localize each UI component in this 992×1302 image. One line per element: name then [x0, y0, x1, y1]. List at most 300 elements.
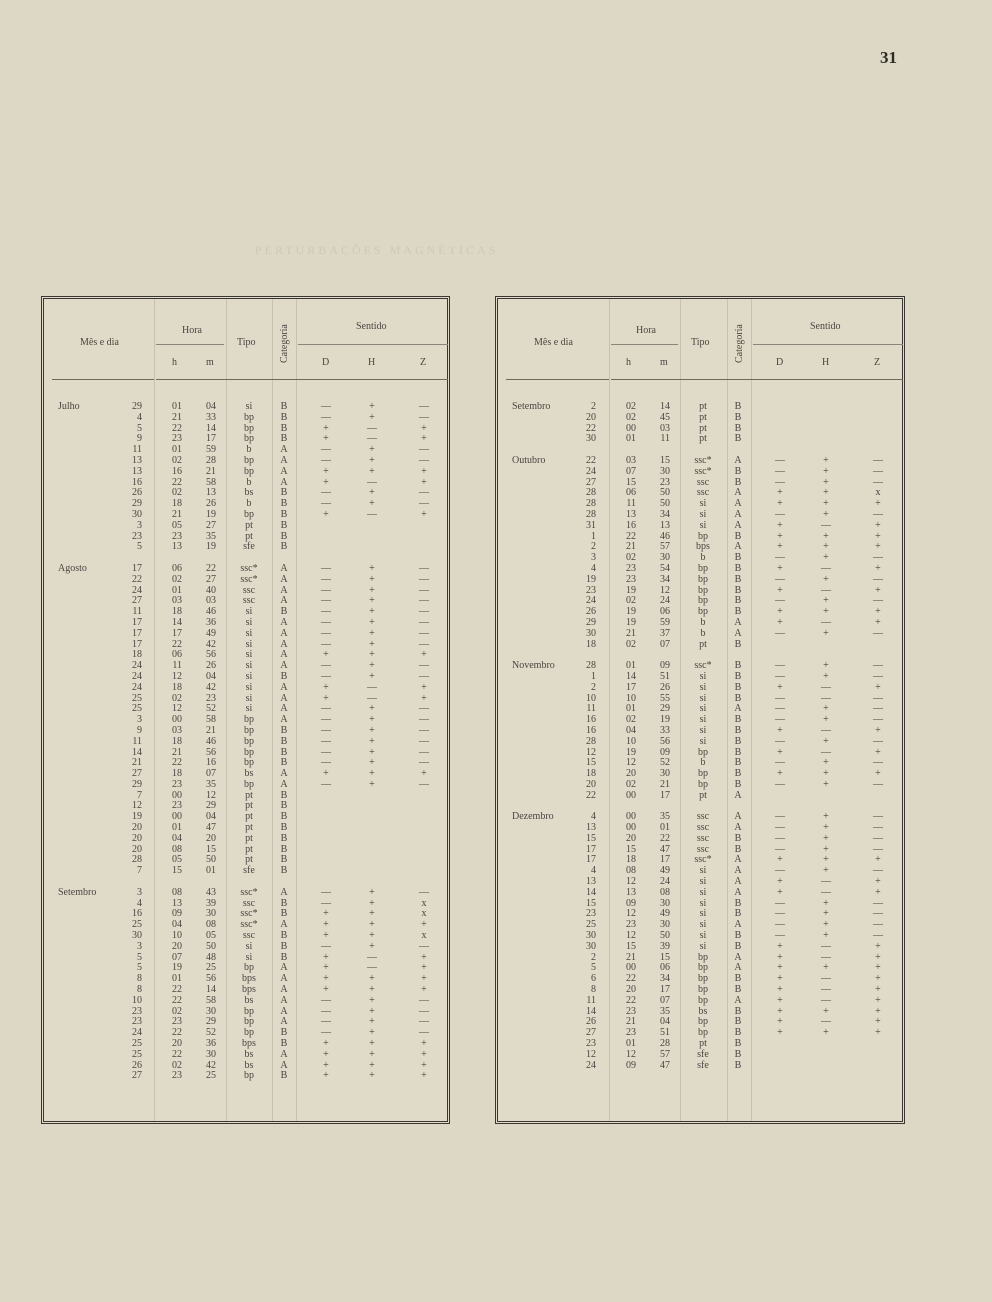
cell-categoria: B [280, 670, 288, 682]
cell-tipo: pt [245, 789, 253, 801]
cell-sentido-d: — [321, 660, 331, 672]
cell-minute: 01 [660, 822, 670, 834]
cell-minute: 30 [660, 552, 670, 564]
cell-day: 4 [591, 865, 596, 877]
cell-tipo: bp [244, 1070, 254, 1082]
cell-sentido-d: + [777, 1005, 783, 1017]
cell-sentido-h: — [821, 886, 831, 898]
cell-minute: 15 [206, 843, 216, 855]
cell-sentido-h: + [369, 746, 375, 758]
cell-minute: 30 [206, 908, 216, 920]
cell-day: 19 [132, 811, 142, 823]
cell-hour: 13 [172, 541, 182, 553]
cell-sentido-d: + [777, 951, 783, 963]
cell-hour: 22 [172, 994, 182, 1006]
cell-sentido-d: + [323, 1038, 329, 1050]
cell-sentido-h: + [369, 584, 375, 596]
cell-sentido-z: — [873, 919, 883, 931]
cell-sentido-z: — [873, 811, 883, 823]
cell-categoria: B [734, 692, 742, 704]
cell-categoria: A [280, 692, 288, 704]
cell-sentido-h: + [823, 865, 829, 877]
cell-minute: 26 [206, 660, 216, 672]
cell-day: 27 [132, 1070, 142, 1082]
cell-hour: 15 [626, 476, 636, 488]
cell-sentido-d: + [323, 768, 329, 780]
cell-hour: 20 [172, 1038, 182, 1050]
cell-day: 3 [591, 552, 596, 564]
cell-minute: 58 [206, 994, 216, 1006]
cell-sentido-h: + [823, 735, 829, 747]
cell-sentido-z: — [873, 897, 883, 909]
cell-sentido-h: + [823, 768, 829, 780]
cell-hour: 09 [172, 908, 182, 920]
cell-day: 13 [586, 822, 596, 834]
cell-sentido-d: + [777, 498, 783, 510]
cell-hour: 02 [626, 411, 636, 423]
cell-sentido-d: — [321, 401, 331, 412]
cell-categoria: A [734, 498, 742, 510]
cell-day: 23 [132, 1016, 142, 1028]
cell-sentido-z: — [419, 994, 429, 1006]
cell-sentido-z: — [419, 703, 429, 715]
cell-day: 3 [137, 714, 142, 726]
cell-minute: 12 [206, 789, 216, 801]
cell-sentido-d: — [775, 595, 785, 607]
cell-categoria: B [734, 562, 742, 574]
cell-day: 26 [132, 487, 142, 499]
cell-day: 24 [132, 670, 142, 682]
cell-minute: 06 [660, 606, 670, 618]
cell-day: 24 [132, 660, 142, 672]
cell-categoria: B [280, 757, 288, 769]
cell-categoria: A [280, 444, 288, 456]
cell-sentido-d: + [777, 994, 783, 1006]
cell-hour: 22 [172, 476, 182, 488]
cell-hour: 12 [626, 908, 636, 920]
bleed-through-title: PERTURBAÇÕES MAGNÉTICAS [255, 243, 499, 257]
cell-minute: 03 [206, 595, 216, 607]
cell-day: 30 [586, 433, 596, 445]
cell-day: 17 [132, 638, 142, 650]
cell-sentido-h: — [821, 1016, 831, 1028]
cell-day: 25 [132, 1038, 142, 1050]
cell-day: 17 [586, 843, 596, 855]
cell-minute: 24 [660, 876, 670, 888]
cell-tipo: bp [698, 1016, 708, 1028]
cell-hour: 00 [626, 789, 636, 801]
cell-sentido-z: — [419, 606, 429, 618]
cell-sentido-h: + [823, 508, 829, 520]
cell-day: 14 [586, 1005, 596, 1017]
cell-sentido-d: + [777, 1027, 783, 1039]
cell-hour: 08 [172, 886, 182, 898]
cell-tipo: ssc [696, 476, 710, 488]
cell-categoria: B [280, 401, 288, 412]
cell-sentido-d: + [323, 951, 329, 963]
cell-sentido-d: + [777, 584, 783, 596]
cell-hour: 02 [626, 595, 636, 607]
cell-hour: 03 [626, 454, 636, 466]
cell-sentido-d: — [775, 930, 785, 942]
cell-categoria: B [280, 940, 288, 952]
cell-minute: 46 [660, 530, 670, 542]
cell-categoria: A [734, 616, 742, 628]
cell-categoria: B [734, 401, 742, 412]
cell-sentido-z: — [873, 703, 883, 715]
cell-day: 18 [586, 768, 596, 780]
cell-sentido-z: — [873, 778, 883, 790]
cell-sentido-h: — [821, 584, 831, 596]
cell-tipo: pt [245, 843, 253, 855]
cell-day: 28 [586, 487, 596, 499]
cell-tipo: ssc* [694, 465, 712, 477]
cell-tipo: ssc [242, 930, 256, 942]
cell-categoria: B [280, 433, 288, 445]
cell-sentido-d: + [777, 724, 783, 736]
cell-day: 23 [586, 584, 596, 596]
cell-categoria: A [734, 703, 742, 715]
cell-sentido-d: + [777, 940, 783, 952]
cell-hour: 13 [626, 508, 636, 520]
cell-sentido-z: + [875, 498, 881, 510]
cell-day: 29 [132, 498, 142, 510]
table-body-right [498, 402, 902, 1071]
cell-categoria: A [280, 962, 288, 974]
table-row [44, 996, 447, 1007]
cell-hour: 18 [172, 681, 182, 693]
cell-sentido-z: — [873, 843, 883, 855]
cell-sentido-d: — [775, 476, 785, 488]
cell-sentido-d: — [321, 454, 331, 466]
cell-sentido-d: — [321, 595, 331, 607]
header-hora: Hora [182, 325, 202, 336]
cell-minute: 16 [206, 757, 216, 769]
cell-sentido-z: — [873, 465, 883, 477]
cell-tipo: bp [244, 1016, 254, 1028]
cell-minute: 21 [206, 465, 216, 477]
cell-minute: 22 [660, 832, 670, 844]
cell-categoria: A [280, 465, 288, 477]
cell-day: 24 [586, 465, 596, 477]
cell-month: Setembro [58, 886, 97, 898]
cell-day: 22 [586, 422, 596, 434]
cell-hour: 21 [172, 411, 182, 423]
cell-sentido-h: + [823, 703, 829, 715]
cell-sentido-h: + [369, 1027, 375, 1039]
cell-minute: 54 [660, 562, 670, 574]
cell-minute: 51 [660, 670, 670, 682]
cell-tipo: si [245, 940, 253, 952]
cell-minute: 39 [660, 940, 670, 952]
cell-tipo: si [245, 638, 253, 650]
cell-tipo: bp [244, 724, 254, 736]
cell-tipo: bp [244, 422, 254, 434]
cell-categoria: B [734, 984, 742, 996]
cell-categoria: B [734, 1027, 742, 1039]
table-panel-right [495, 296, 905, 1124]
cell-categoria: B [734, 746, 742, 758]
cell-hour: 17 [172, 627, 182, 639]
cell-sentido-d: — [321, 616, 331, 628]
cell-hour: 21 [626, 951, 636, 963]
cell-sentido-d: — [775, 832, 785, 844]
cell-hour: 07 [172, 951, 182, 963]
cell-minute: 34 [660, 573, 670, 585]
cell-hour: 01 [172, 973, 182, 985]
cell-tipo: si [699, 865, 707, 877]
cell-sentido-d: — [321, 897, 331, 909]
cell-tipo: bp [698, 746, 708, 758]
cell-sentido-d: — [775, 692, 785, 704]
cell-minute: 59 [206, 444, 216, 456]
cell-sentido-h: + [823, 660, 829, 672]
cell-day: 1 [591, 530, 596, 542]
cell-hour: 21 [626, 541, 636, 553]
header-tipo: Tipo [237, 337, 256, 348]
cell-sentido-h: + [823, 595, 829, 607]
cell-sentido-z: + [421, 422, 427, 434]
cell-sentido-h: + [823, 487, 829, 499]
header-d: D [322, 357, 330, 368]
cell-sentido-z: + [875, 530, 881, 542]
cell-tipo: si [245, 951, 253, 963]
cell-sentido-z: — [873, 822, 883, 834]
cell-day: 25 [132, 919, 142, 931]
cell-categoria: B [734, 897, 742, 909]
cell-categoria: A [280, 994, 288, 1006]
cell-hour: 00 [626, 811, 636, 823]
cell-minute: 55 [660, 692, 670, 704]
cell-sentido-h: — [821, 616, 831, 628]
cell-hour: 15 [626, 940, 636, 952]
cell-categoria: B [734, 606, 742, 618]
cell-minute: 11 [660, 433, 670, 445]
cell-sentido-d: + [323, 1048, 329, 1060]
cell-hour: 21 [172, 508, 182, 520]
header-tipo-right: Tipo [691, 337, 710, 348]
cell-sentido-d: — [775, 627, 785, 639]
cell-tipo: pt [245, 800, 253, 812]
cell-day: 11 [586, 703, 596, 715]
cell-hour: 23 [172, 433, 182, 445]
cell-hour: 23 [172, 1016, 182, 1028]
cell-tipo: si [699, 940, 707, 952]
cell-categoria: A [280, 1059, 288, 1071]
cell-day: 20 [132, 832, 142, 844]
cell-sentido-d: — [321, 735, 331, 747]
cell-categoria: B [734, 422, 742, 434]
cell-tipo: bps [242, 973, 256, 985]
cell-sentido-z: + [875, 1027, 881, 1039]
cell-categoria: A [734, 962, 742, 974]
cell-tipo: ssc [696, 822, 710, 834]
cell-categoria: B [734, 735, 742, 747]
cell-sentido-h: + [369, 573, 375, 585]
cell-minute: 17 [660, 984, 670, 996]
cell-sentido-z: — [873, 552, 883, 564]
cell-sentido-h: — [367, 962, 377, 974]
cell-sentido-z: + [421, 951, 427, 963]
cell-sentido-h: + [369, 444, 375, 456]
cell-hour: 02 [626, 401, 636, 412]
cell-sentido-d: + [777, 616, 783, 628]
cell-categoria: B [280, 908, 288, 920]
cell-minute: 09 [660, 660, 670, 672]
cell-sentido-z: + [421, 984, 427, 996]
cell-hour: 12 [626, 876, 636, 888]
cell-sentido-d: + [777, 562, 783, 574]
cell-hour: 00 [626, 962, 636, 974]
cell-hour: 02 [626, 714, 636, 726]
cell-tipo: bp [698, 573, 708, 585]
cell-sentido-h: + [369, 487, 375, 499]
cell-sentido-h: + [823, 530, 829, 542]
cell-sentido-z: — [419, 1027, 429, 1039]
cell-sentido-h: — [367, 476, 377, 488]
cell-tipo: bp [698, 562, 708, 574]
cell-minute: 03 [660, 422, 670, 434]
cell-day: 2 [591, 541, 596, 553]
cell-sentido-z: — [419, 735, 429, 747]
cell-categoria: A [734, 627, 742, 639]
cell-sentido-z: + [421, 508, 427, 520]
cell-sentido-h: — [821, 984, 831, 996]
cell-tipo: bp [698, 778, 708, 790]
cell-tipo: bp [244, 746, 254, 758]
cell-sentido-d: — [321, 498, 331, 510]
cell-minute: 49 [660, 908, 670, 920]
cell-sentido-d: — [321, 638, 331, 650]
cell-sentido-d: — [321, 757, 331, 769]
cell-sentido-z: x [421, 897, 427, 909]
table-row [44, 683, 447, 694]
cell-minute: 39 [206, 897, 216, 909]
cell-sentido-h: + [823, 778, 829, 790]
cell-minute: 04 [206, 670, 216, 682]
cell-sentido-d: + [777, 984, 783, 996]
cell-tipo: si [699, 692, 707, 704]
cell-sentido-z: + [421, 768, 427, 780]
cell-categoria: B [734, 530, 742, 542]
cell-sentido-z: — [873, 714, 883, 726]
cell-tipo: sfe [697, 1059, 709, 1071]
cell-hour: 01 [172, 584, 182, 596]
cell-minute: 52 [660, 757, 670, 769]
cell-minute: 56 [660, 735, 670, 747]
table-row [44, 866, 447, 877]
cell-minute: 04 [660, 1016, 670, 1028]
cell-day: 24 [132, 681, 142, 693]
cell-hour: 12 [172, 703, 182, 715]
cell-sentido-z: — [419, 401, 429, 412]
cell-tipo: ssc [696, 832, 710, 844]
cell-sentido-z: + [421, 973, 427, 985]
cell-sentido-z: — [873, 573, 883, 585]
table-row [44, 1050, 447, 1061]
cell-categoria: B [280, 487, 288, 499]
cell-minute: 19 [660, 714, 670, 726]
cell-day: 4 [591, 811, 596, 823]
cell-minute: 20 [206, 832, 216, 844]
cell-tipo: pt [699, 411, 707, 423]
table-row [498, 737, 902, 748]
cell-sentido-z: + [421, 1038, 427, 1050]
cell-sentido-h: — [821, 519, 831, 531]
cell-tipo: pt [245, 854, 253, 866]
cell-categoria: B [734, 757, 742, 769]
cell-sentido-z: — [419, 638, 429, 650]
cell-day: 7 [137, 789, 142, 801]
cell-sentido-h: + [369, 768, 375, 780]
cell-tipo: si [245, 616, 253, 628]
cell-sentido-z: — [873, 692, 883, 704]
cell-day: 24 [132, 1027, 142, 1039]
cell-categoria: B [280, 411, 288, 423]
cell-hour: 02 [172, 573, 182, 585]
cell-day: 26 [132, 1059, 142, 1071]
cell-sentido-z: — [419, 487, 429, 499]
cell-day: 28 [586, 660, 596, 672]
cell-sentido-d: — [321, 411, 331, 423]
cell-hour: 10 [172, 930, 182, 942]
header-sentido-right: Sentido [810, 321, 841, 332]
cell-hour: 20 [626, 768, 636, 780]
cell-categoria: A [734, 886, 742, 898]
cell-categoria: A [734, 811, 742, 823]
table-row [44, 737, 447, 748]
cell-minute: 37 [660, 627, 670, 639]
cell-sentido-d: — [321, 627, 331, 639]
cell-sentido-z: x [421, 930, 427, 942]
cell-sentido-z: + [875, 519, 881, 531]
cell-hour: 21 [172, 746, 182, 758]
cell-day: 21 [132, 757, 142, 769]
cell-minute: 25 [206, 1070, 216, 1082]
cell-sentido-h: + [369, 757, 375, 769]
cell-sentido-z: + [421, 465, 427, 477]
cell-sentido-h: + [369, 897, 375, 909]
cell-categoria: A [280, 660, 288, 672]
cell-sentido-z: + [421, 919, 427, 931]
cell-sentido-d: + [777, 973, 783, 985]
cell-day: 7 [137, 865, 142, 877]
cell-sentido-h: — [821, 973, 831, 985]
cell-categoria: A [734, 994, 742, 1006]
cell-month: Julho [58, 401, 80, 412]
cell-categoria: B [734, 940, 742, 952]
cell-day: 5 [137, 422, 142, 434]
cell-categoria: B [734, 1016, 742, 1028]
cell-minute: 30 [660, 919, 670, 931]
cell-day: 5 [137, 541, 142, 553]
cell-day: 23 [586, 908, 596, 920]
cell-day: 22 [132, 573, 142, 585]
cell-hour: 23 [626, 1005, 636, 1017]
cell-tipo: b [700, 616, 706, 628]
cell-sentido-z: + [875, 724, 881, 736]
cell-day: 24 [132, 584, 142, 596]
cell-minute: 36 [206, 616, 216, 628]
cell-tipo: bs [698, 1005, 708, 1017]
cell-categoria: A [280, 562, 288, 574]
cell-categoria: B [734, 584, 742, 596]
cell-minute: 14 [206, 422, 216, 434]
cell-hour: 02 [626, 638, 636, 650]
cell-day: 3 [137, 940, 142, 952]
cell-sentido-h: — [367, 508, 377, 520]
cell-sentido-h: + [369, 940, 375, 952]
